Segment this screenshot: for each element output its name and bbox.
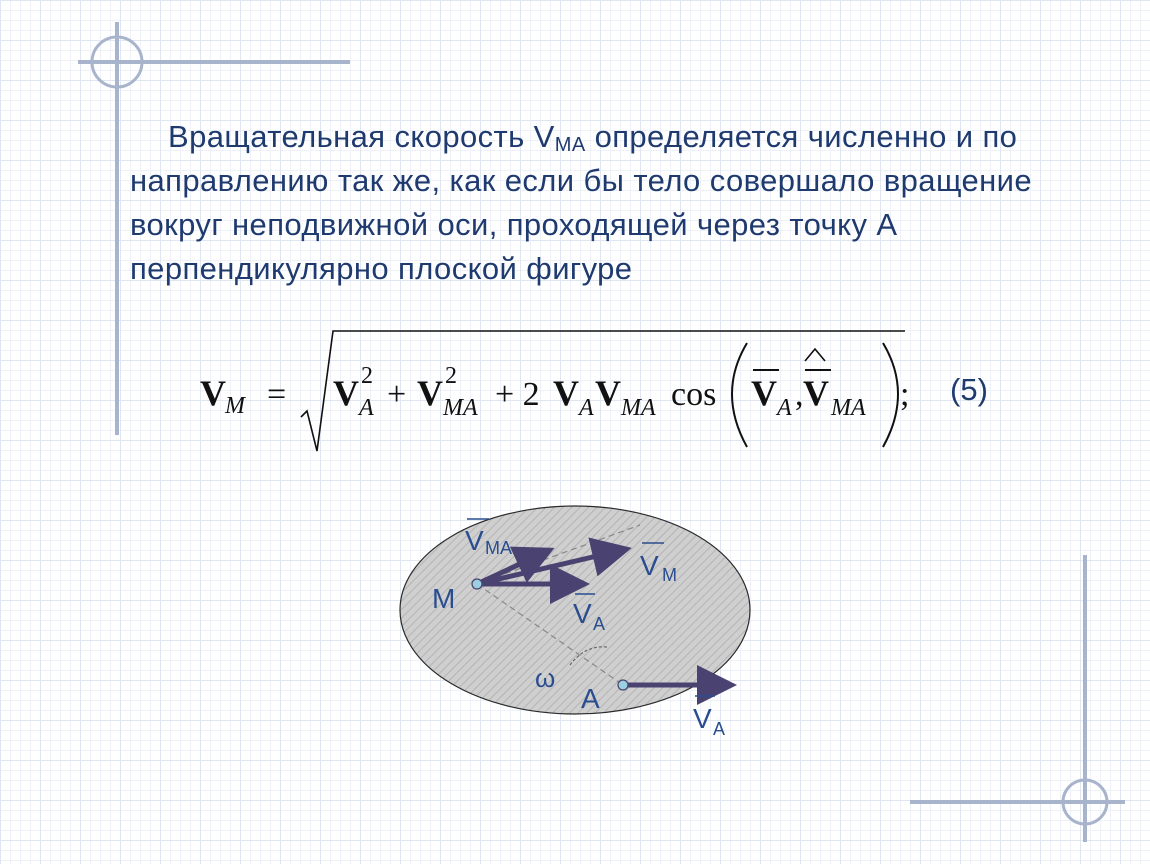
- label-vm: V: [640, 550, 659, 581]
- formula-t2-sub: MA: [443, 395, 478, 421]
- formula-semicolon: ;: [900, 376, 910, 413]
- formula-5: [195, 325, 915, 455]
- point-a: [618, 680, 628, 690]
- formula-t3-sub1: A: [579, 395, 594, 421]
- formula-cos: cos: [671, 376, 717, 413]
- bottom-right-ornament: [910, 555, 1125, 842]
- paragraph-part1: Вращательная скорость V: [168, 119, 555, 154]
- velocity-diagram: [395, 505, 775, 755]
- formula-a2-sub: MA: [831, 395, 866, 421]
- formula-t3-sub2: MA: [621, 395, 656, 421]
- point-m: [472, 579, 482, 589]
- label-vm-sub: M: [662, 565, 677, 585]
- formula-a2-v: V: [803, 373, 829, 413]
- label-m: M: [432, 583, 456, 614]
- formula-t2-sup: 2: [445, 363, 457, 389]
- angle-hat: [805, 349, 825, 361]
- formula-t2-v: V: [417, 373, 443, 413]
- formula-a1-v: V: [751, 373, 777, 413]
- paragraph-part2: определяется численно и по направлению так же, как если бы тело совершало вращение вокруг неподвижной оси, проходящей через точку А перпендикулярно плоской фигуре: [130, 119, 1033, 286]
- label-omega: ω: [535, 663, 556, 693]
- paragraph-subscript: MA: [554, 134, 586, 156]
- formula-t1-sub: A: [359, 395, 374, 421]
- formula-plus1: +: [387, 376, 407, 413]
- label-vma-sub: MA: [485, 538, 512, 558]
- formula-t3: + 2: [495, 376, 540, 413]
- left-paren: [732, 343, 747, 447]
- formula-equals: =: [267, 376, 287, 413]
- formula-t1-sup: 2: [361, 363, 373, 389]
- formula-t1-v: V: [333, 373, 359, 413]
- formula-t3-v1: V: [553, 373, 579, 413]
- label-va2-sub: A: [713, 719, 726, 739]
- formula-a1-sub: A: [777, 395, 792, 421]
- formula-comma: ,: [795, 376, 804, 413]
- formula-lhs-v: V: [200, 373, 226, 413]
- label-va1: V: [573, 598, 592, 629]
- formula-lhs-sub: M: [225, 393, 245, 419]
- equation-number: (5): [950, 372, 988, 407]
- label-vma: V: [465, 525, 484, 556]
- formula-t3-v2: V: [595, 373, 621, 413]
- right-paren: [883, 343, 898, 447]
- label-va1-sub: A: [593, 614, 606, 634]
- label-va2: V: [693, 703, 712, 734]
- body-paragraph: [130, 115, 1050, 291]
- label-a: A: [581, 683, 600, 714]
